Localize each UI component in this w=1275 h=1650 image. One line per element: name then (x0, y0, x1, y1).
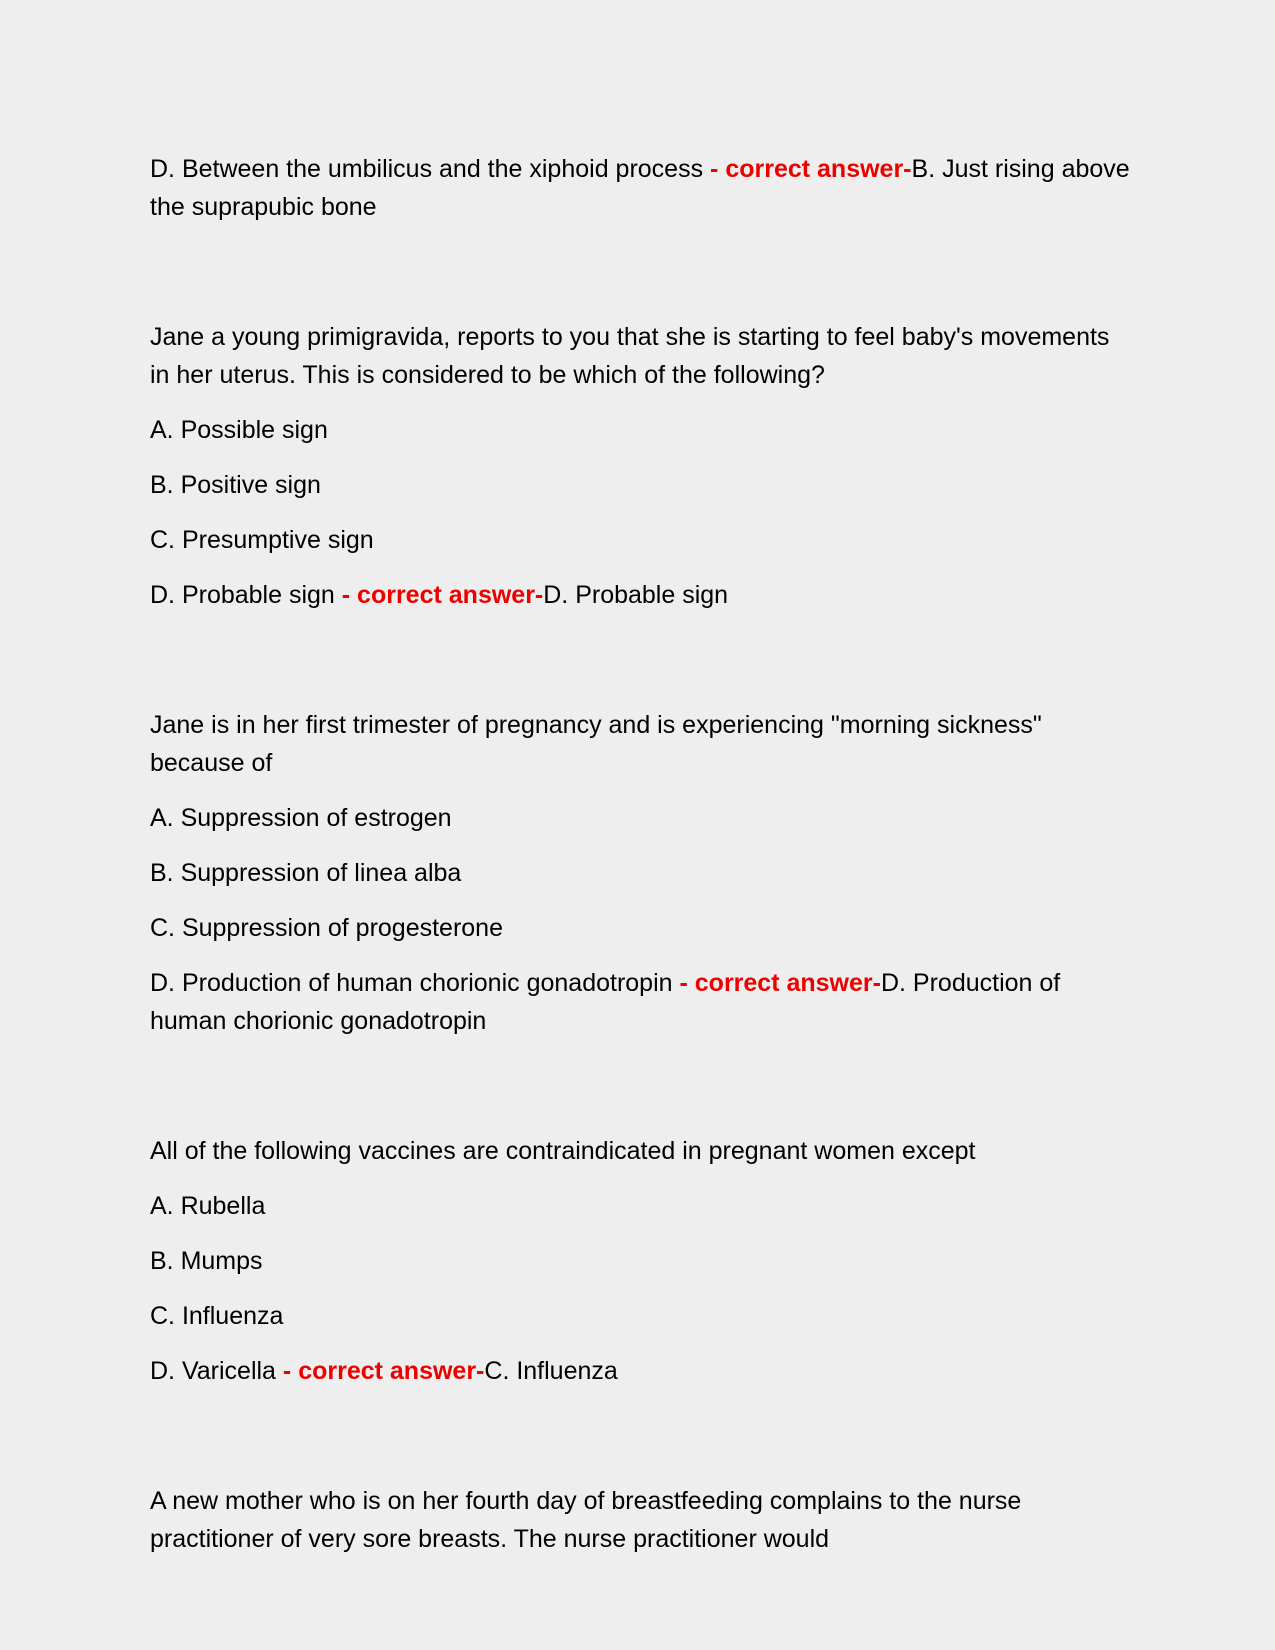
question-3-stem: All of the following vaccines are contraindicated in pregnant women except (150, 1137, 976, 1165)
question-3-option-b: B. Mumps (150, 1247, 263, 1275)
question-1-stem: Jane a young primigravida, reports to you that she is starting to feel baby's movements in her uterus. This is considered to be which of the following? (150, 323, 1110, 389)
correct-answer-marker: - correct answer- (710, 155, 912, 183)
question-1-option-d-with-answer (150, 576, 1135, 614)
answer-text: D. Probable sign (543, 581, 729, 609)
question-1-option-c: C. Presumptive sign (150, 526, 374, 554)
question-2-option-c: C. Suppression of progesterone (150, 914, 503, 942)
answer-text: B. Just rising above the suprapubic bone (150, 155, 1130, 221)
question-1-option-a: A. Possible sign (150, 416, 328, 444)
option-text: D. Varicella (150, 1357, 283, 1385)
question-3-option-c: C. Influenza (150, 1302, 284, 1330)
question-2-stem: Jane is in her first trimester of pregnancy and is experiencing "morning sickness" because of (150, 711, 1042, 777)
question-2-option-d-with-answer (150, 964, 1135, 1040)
option-text: D. Probable sign (150, 581, 342, 609)
question-3-option-d-with-answer (150, 1352, 1135, 1390)
prev-option-d-with-answer (150, 150, 1135, 226)
answer-text: C. Influenza (484, 1357, 618, 1385)
option-text: D. Production of human chorionic gonadotropin (150, 969, 680, 997)
question-2-option-b: B. Suppression of linea alba (150, 859, 462, 887)
question-2-option-a: A. Suppression of estrogen (150, 804, 452, 832)
option-text: D. Between the umbilicus and the xiphoid process (150, 155, 711, 183)
question-1-option-b: B. Positive sign (150, 471, 321, 499)
answer-text: D. Production of human chorionic gonadotropin (150, 969, 1061, 1035)
correct-answer-marker: - correct answer- (341, 581, 544, 609)
question-4-stem: A new mother who is on her fourth day of breastfeeding complains to the nurse practitioner of very sore breasts. The nurse practitioner would (150, 1487, 1022, 1553)
correct-answer-marker: - correct answer- (679, 969, 881, 997)
correct-answer-marker: - correct answer- (282, 1357, 485, 1385)
question-3-option-a: A. Rubella (150, 1192, 266, 1220)
